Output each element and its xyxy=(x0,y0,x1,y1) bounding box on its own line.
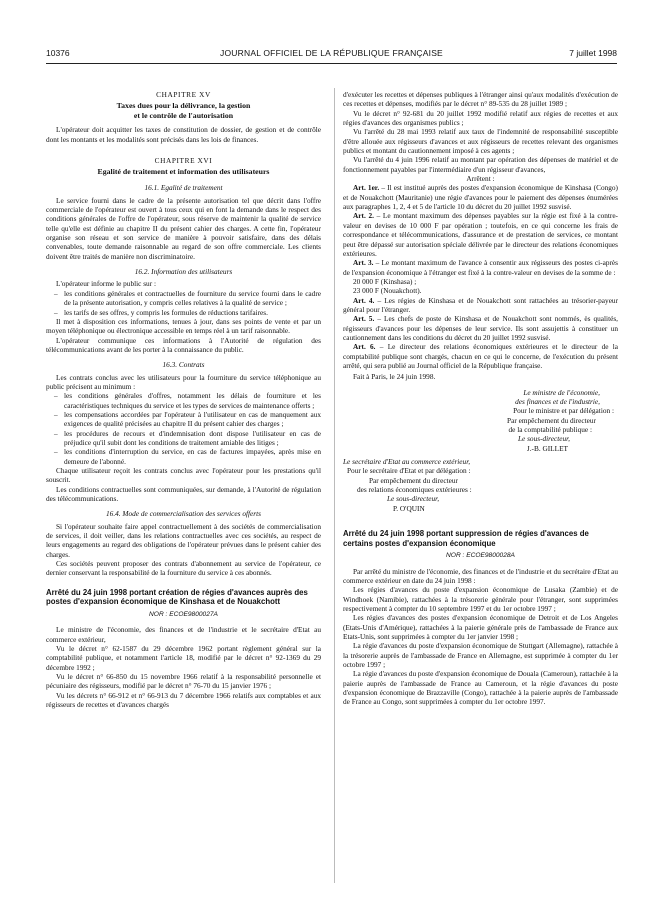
paragraph: Les conditions contractuelles sont communiquées, sur demande, à l'Autorité de régulation des télécommunications. xyxy=(46,484,321,504)
list-item: – les tarifs de ses offres, y compris les formules de réductions tarifaires. xyxy=(54,307,268,317)
amount-line: 23 000 F (Nouakchott). xyxy=(353,286,422,296)
list-item-text: les conditions générales et contractuelles de fourniture du service fourni dans le cadre de la présente autorisation, y compris celles relatives à la qualité de service ; xyxy=(64,288,321,308)
page-header xyxy=(46,48,617,62)
signature-line: Le sous-directeur, xyxy=(387,494,440,504)
chapter-title-line: Taxes dues pour la délivrance, la gestion xyxy=(116,101,251,111)
signature-line: Par empêchement du directeur xyxy=(507,415,596,425)
paragraph: Vu l'arrêté du 28 mai 1993 relatif aux taux de l'indemnité de responsabilité susceptible d'être allouée aux régisseurs d'avances et aux régisseurs de recettes relevant des organismes publics et montant du cautionnement imposé à ces agents ; xyxy=(343,127,618,156)
article xyxy=(343,211,618,258)
chapter-title: Egalité de traitement et information des utilisateurs xyxy=(97,167,270,177)
article-label: Art. 3. xyxy=(353,258,374,268)
article xyxy=(343,183,618,211)
article-label: Art. 4. xyxy=(353,295,375,305)
list-item: – les conditions générales d'offres, notamment les délais de fourniture et les caractéristiques techniques du service et les types de services de maintenance offerts ; xyxy=(54,391,321,410)
decree-block xyxy=(343,529,618,707)
issue-date: 7 juillet 1998 xyxy=(569,48,617,58)
section-heading: 16.3. Contrats xyxy=(162,360,205,370)
signatory-name: J.-B. GILLET xyxy=(526,443,568,453)
signature-line: de la comptabilité publique : xyxy=(508,425,592,435)
nor-reference: NOR : ECOE9800027A xyxy=(149,610,218,618)
chapter-label: CHAPITRE XV xyxy=(156,90,211,99)
article-label: Art. 2. xyxy=(353,211,374,221)
paragraph: La régie d'avances du poste d'expansion économique de Stuttgart (Allemagne), rattachée à la trésorerie auprès de l'ambassade de France en Allemagne, est supprimée à compter du 1er octobre 1997 ; xyxy=(343,641,618,670)
signature-line: Pour le ministre et par délégation : xyxy=(513,406,614,416)
arretent-heading: Arrêtent : xyxy=(466,174,495,184)
paragraph: d'exécuter les recettes et dépenses publiques à l'étranger ainsi qu'aux modalités d'exécution de ces recettes et dépenses, modifiés par le décret n° 89-535 du 28 juillet 1989 ; xyxy=(343,90,618,109)
article-text: – Le directeur des relations économiques extérieures et le directeur de la comptabilité publique sont chargés, chacun en ce qui le concerne, de l'exécution du présent arrêté, qui sera publié au Journal officiel de la République française. xyxy=(343,342,619,370)
paragraph: Ces sociétés peuvent proposer des contrats d'abonnement au service de l'opérateur, ce dernier conservant la responsabilité de la fourniture du service à ces abonnés. xyxy=(46,559,321,578)
list-item: – les conditions d'interruption du service, en cas de factures impayées, après mise en demeure de l'abonné. xyxy=(54,447,321,466)
journal-title: JOURNAL OFFICIEL DE LA RÉPUBLIQUE FRANÇAISE xyxy=(220,48,443,58)
paragraph: Vu le décret n° 66-850 du 15 novembre 1966 relatif à la responsabilité personnelle et pécuniaire des régisseurs, modifié par le décret n° 76-70 du 15 janvier 1976 ; xyxy=(46,672,321,691)
list-item: – les compensations accordées par l'opérateur à l'utilisateur en cas de manquement aux exigences de qualité précisées au chapitre II du présent cahier des charges ; xyxy=(54,409,321,429)
article xyxy=(343,258,618,277)
chapter-label: CHAPITRE XVI xyxy=(154,156,213,166)
list-item-text: les tarifs de ses offres, y compris les formules de réductions tarifaires. xyxy=(64,307,268,317)
page-number: 10376 xyxy=(46,48,70,58)
signatory-name: P. O'QUIN xyxy=(393,503,425,513)
signature-block xyxy=(343,457,618,513)
paragraph: Vu les décrets n° 66-912 et n° 66-913 du 7 décembre 1966 relatifs aux comptables et aux régisseurs de recettes et d'avances chargés xyxy=(46,690,321,710)
signature-line: des relations économiques extérieures : xyxy=(357,485,472,495)
article xyxy=(343,342,618,370)
article xyxy=(343,314,618,342)
article-label: Art. 6. xyxy=(353,342,376,352)
column-divider xyxy=(334,88,335,883)
paragraph: Il met à disposition ces informations, tenues à jour, dans ses points de vente et par un moyen téléphonique ou électronique accessible en temps réel à un tarif raisonnable. xyxy=(46,316,321,336)
paragraph: Les régies d'avances du poste d'expansion économique de Lusaka (Zambie) et de Windhoek (Namibie), rattachées à la trésorerie générale pour l'étranger, sont supprimées respectivement à compter du 10 septembre 1997 et du 1er octobre 1997 ; xyxy=(343,585,618,614)
place-date: Fait à Paris, le 24 juin 1998. xyxy=(353,372,436,382)
decree-block xyxy=(46,588,321,710)
section-heading: 16.2. Information des utilisateurs xyxy=(134,267,233,277)
section-heading: 16.4. Mode de commercialisation des services offerts xyxy=(106,509,261,519)
paragraph: Le ministre de l'économie, des finances et de l'industrie et le secrétaire d'Etat au commerce extérieur, xyxy=(46,625,321,644)
article-text: – Les chefs de poste de Kinshasa et de Nouakchott sont nommés, ès qualités, régisseurs d'avances pour les dépenses de leur service. Ils sont assujettis à constituer un cautionnement dans les conditions du décret du 20 juillet 1992 susvisé. xyxy=(343,314,619,342)
paragraph: Si l'opérateur souhaite faire appel contractuellement à des sociétés de commercialisation de services, il doit veiller, dans les relations contractuelles avec ces sociétés, au respect de leurs engagements au regard des obligations de l'opérateur prévues dans le présent cahier des charges. xyxy=(46,521,321,559)
article xyxy=(343,296,618,315)
article-label: Art. 5. xyxy=(353,314,375,324)
paragraph: Le service fourni dans le cadre de la présente autorisation tel que décrit dans l'offre commerciale de l'opérateur est ouvert à tous ceux qui en font la demande dans le respect des conditions générales de l'offre de l'opérateur, sous réserve de maintenir la qualité de service telle qu'elle est définie au chapitre II du présent cahier des charges. A cette fin, l'opérateur organise son réseau et son service de manière à pouvoir satisfaire, dans des délais convenables, toute demande raisonnable au regard de son offre commerciale. Les clients doivent être traités de manière non discriminatoire. xyxy=(46,195,321,261)
paragraph: Chaque utilisateur reçoit les contrats conclus avec l'opérateur pour les prestations qu'il souscrit. xyxy=(46,466,321,485)
paragraph: Vu le décret n° 62-1587 du 29 décembre 1962 portant règlement général sur la comptabilité publique, et notamment l'article 18, modifié par le décret n° 92-1369 du 29 décembre 1992 ; xyxy=(46,644,321,672)
signature-block xyxy=(343,388,618,453)
list-item-text: les conditions d'interruption du service, en cas de factures impayées, après mise en demeure de l'abonné. xyxy=(64,447,321,466)
list-item-text: les compensations accordées par l'opérateur à l'utilisateur en cas de manquement aux exigences de qualité précisées au chapitre II du présent cahier des charges ; xyxy=(64,409,321,429)
amount-line: 20 000 F (Kinshasa) ; xyxy=(353,276,417,286)
list-item-text: les procédures de recours et d'indemnisation dont dispose l'utilisateur en cas de préjudice qu'il subit dont les conditions de traitement amiable des litiges ; xyxy=(64,428,321,447)
list-item: – les procédures de recours et d'indemnisation dont dispose l'utilisateur en cas de préjudice qu'il subit dont les conditions de traitement amiable des litiges ; xyxy=(54,428,321,447)
header-rule xyxy=(46,63,617,64)
decree-title: Arrêté du 24 juin 1998 portant création de régies d'avances auprès des postes d'expansion économique de Kinshasa et de Nouakchott xyxy=(46,587,308,607)
paragraph: La régie d'avances du poste d'expansion économique de Douala (Cameroun), rattachée à la paierie auprès de l'ambassade de France au Cameroun, et la régie d'avances du poste d'expansion économique de Brazzaville (Congo), rattachée à la paierie auprès de l'ambassade de France au Congo, sont supprimées à compter du 1er octobre 1997. xyxy=(343,669,619,707)
decree-title: Arrêté du 24 juin 1998 portant suppression de régies d'avances de certains postes d'expansion économique xyxy=(343,529,589,548)
article-text: – Il est institué auprès des postes d'expansion économique de Kinshasa (Congo) et de Nouakchott (Mauritanie) une régie d'avances pour le paiement des dépenses énumérées aux paragraphes 1, 2, 4 et 5 de l'article 10 du décret du 20 juillet 1992 susvisé. xyxy=(343,183,618,212)
paragraph: Vu l'arrêté du 4 juin 1996 relatif au montant par opération des dépenses de matériel et de fonctionnement payables par l'intermédiaire d'un régisseur d'avances, xyxy=(343,155,618,174)
signature-line: des finances et de l'industrie, xyxy=(515,397,600,406)
signature-line: Pour le secrétaire d'Etat et par délégation : xyxy=(347,466,471,476)
signature-line: Le ministre de l'économie, xyxy=(523,387,600,397)
signature-line: Le sous-directeur, xyxy=(517,434,570,444)
paragraph: Les contrats conclus avec les utilisateurs pour la fourniture du service téléphonique au public précisent au minimum : xyxy=(46,372,321,391)
paragraph: L'opérateur doit acquitter les taxes de constitution de dossier, de gestion et de contrôle dont les montants et les modalités sont précisés dans les lois de finances. xyxy=(46,125,321,144)
right-column xyxy=(343,90,618,707)
article-label: Art. 1er. xyxy=(353,183,380,193)
article-text: – Les régies de Kinshasa et de Nouakchott sont rattachées au trésorier-payeur général pour l'étranger. xyxy=(343,295,619,314)
article-text: – Le montant maximum des dépenses payables sur la régie est fixé à la contre-valeur en devises de 10 000 F par opération ; toutefois, en ce qui concerne les frais de correspondance et télécommunications, d'assurance et de prestation de services, ce montant peut être dépassé sur autorisation spéciale délivrée par le directeur des relations économiques extérieures. xyxy=(343,211,618,258)
list-item-text: les conditions générales d'offres, notamment les délais de fourniture et les caractéristiques techniques du service et les types de services de maintenance offerts ; xyxy=(64,391,321,410)
chapter-title xyxy=(46,101,321,121)
section-heading: 16.1. Egalité de traitement xyxy=(144,183,223,193)
article-text: – Le montant maximum de l'avance à consentir aux régisseurs des postes ci-après de l'expansion économique à l'étranger est fixé à la contre-valeur en devises de la somme de : xyxy=(343,258,619,277)
signature-line: Par empêchement du directeur xyxy=(369,475,458,485)
chapter-title-line: et le contrôle de l'autorisation xyxy=(133,111,234,121)
left-column xyxy=(46,90,321,709)
paragraph: Vu le décret n° 92-681 du 20 juillet 1992 modifié relatif aux régies de recettes et aux régies d'avances des organismes publics ; xyxy=(343,108,618,128)
paragraph: L'opérateur informe le public sur : xyxy=(56,279,156,289)
signature-line: Le secrétaire d'Etat au commerce extérieur, xyxy=(343,457,471,467)
nor-reference: NOR : ECOE9800028A xyxy=(446,552,515,560)
paragraph: Les régies d'avances des postes d'expansion économique de Detroit et de Los Angeles (Etats-Unis d'Amérique), rattachées à la paierie générale près de l'ambassade de France aux Etats-Unis, sont supprimées à compter du 1er janvier 1998 ; xyxy=(343,613,618,642)
list-item: – les conditions générales et contractuelles de fourniture du service fourni dans le cadre de la présente autorisation, y compris celles relatives à la qualité de service ; xyxy=(54,288,321,308)
paragraph: Par arrêté du ministre de l'économie, des finances et de l'industrie et du secrétaire d'Etat au commerce extérieur en date du 24 juin 1998 : xyxy=(343,566,618,585)
paragraph: L'opérateur communique ces informations à l'Autorité de régulation des télécommunications avant de les porter à la connaissance du public. xyxy=(46,335,321,354)
